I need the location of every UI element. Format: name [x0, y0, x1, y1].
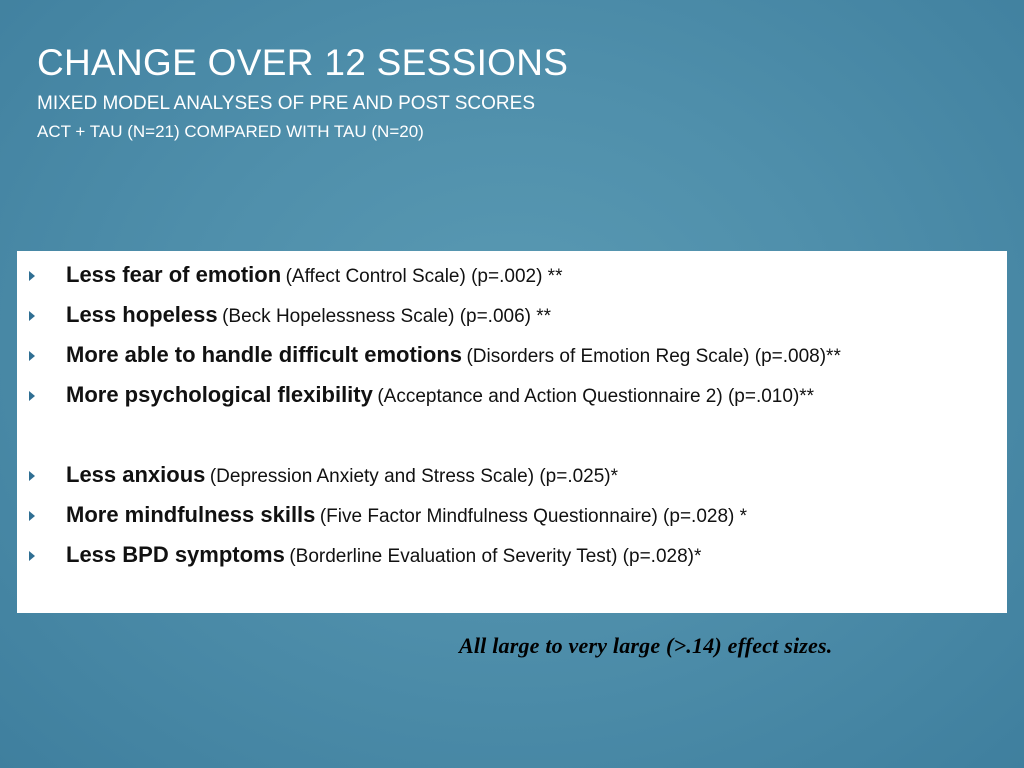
content-panel [17, 251, 1007, 613]
list-item [17, 459, 1007, 499]
item-lead: More psychological flexibility [66, 382, 373, 407]
title-block [37, 40, 987, 144]
item-lead: More able to handle difficult emotions [66, 342, 463, 367]
slide-title: CHANGE OVER 12 SESSIONS [37, 42, 569, 83]
item-detail: (Affect Control Scale) (p=.002) ** [285, 266, 563, 287]
item-detail: (Beck Hopelessness Scale) (p=.006) ** [222, 306, 552, 327]
list-item [17, 379, 1007, 419]
item-lead: More mindfulness skills [66, 502, 316, 527]
item-detail: (Five Factor Mindfulness Questionnaire) (p=.028) * [319, 506, 748, 527]
effect-size-note: All large to very large (>.14) effect sizes. [459, 633, 833, 658]
slide-subtitle-groups: ACT + TAU (N=21) COMPARED WITH TAU (N=20) [37, 122, 424, 141]
list-item [17, 499, 1007, 539]
item-detail: (Acceptance and Action Questionnaire 2) (p=.010)** [377, 386, 815, 407]
triangle-right-icon [29, 271, 35, 281]
item-detail: (Depression Anxiety and Stress Scale) (p=.025)* [209, 466, 619, 487]
item-lead: Less anxious [66, 462, 206, 487]
list-item [17, 299, 1007, 339]
item-detail: (Disorders of Emotion Reg Scale) (p=.008)** [466, 346, 841, 367]
list-item [17, 339, 1007, 379]
triangle-right-icon [29, 311, 35, 321]
triangle-right-icon [29, 471, 35, 481]
triangle-right-icon [29, 511, 35, 521]
item-detail: (Borderline Evaluation of Severity Test) (p=.028)* [289, 546, 702, 567]
item-lead: Less fear of emotion [66, 262, 282, 287]
list-item [17, 259, 1007, 299]
slide-subtitle: MIXED MODEL ANALYSES OF PRE AND POST SCORES [37, 93, 535, 114]
item-lead: Less BPD symptoms [66, 542, 285, 567]
triangle-right-icon [29, 351, 35, 361]
triangle-right-icon [29, 391, 35, 401]
outcome-list [17, 259, 1007, 579]
list-item [17, 539, 1007, 579]
triangle-right-icon [29, 551, 35, 561]
item-lead: Less hopeless [66, 302, 218, 327]
